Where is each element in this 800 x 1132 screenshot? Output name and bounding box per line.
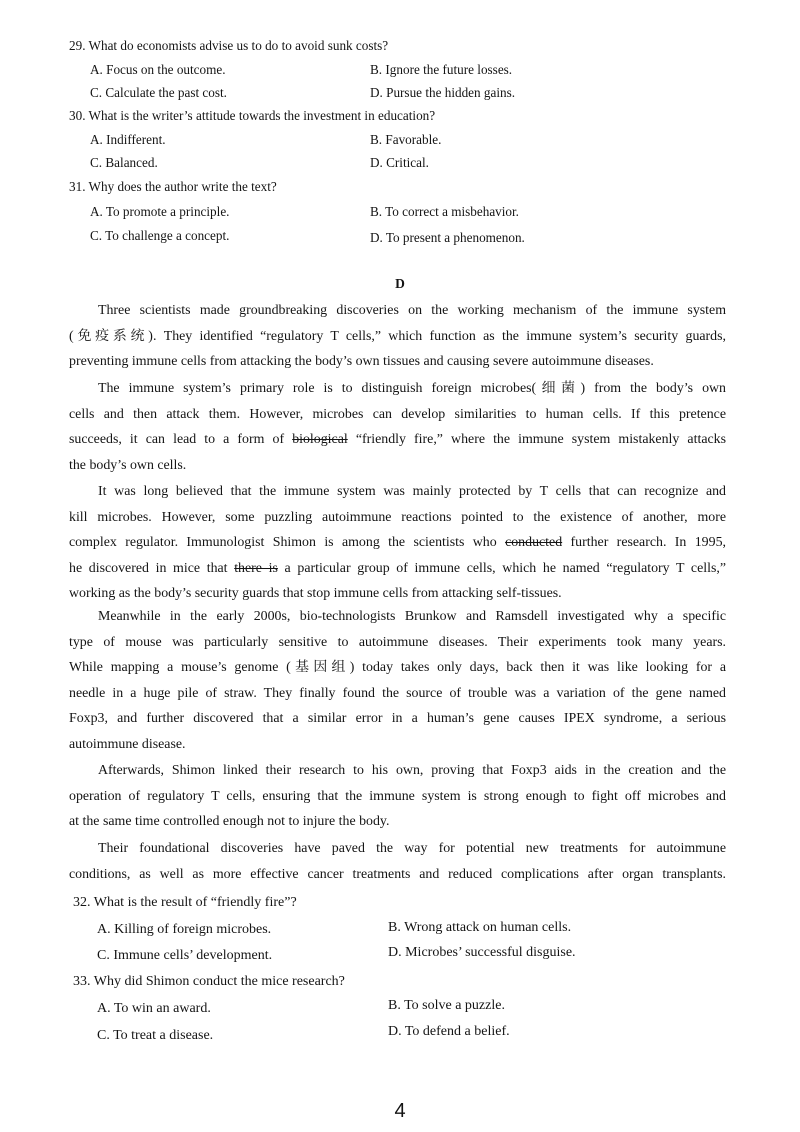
- passage-line: The immune system’s primary role is to distinguish foreign microbes(细菌) from the body’s own: [98, 381, 726, 396]
- line-text: succeeds, it can lead to a form of: [69, 432, 293, 447]
- question-29-option-d: D. Pursue the hidden gains.: [370, 85, 516, 100]
- question-32-option-d: D. Microbes’ successful disguise.: [388, 945, 576, 960]
- passage-line: at the same time controlled enough not to injure the body.: [69, 814, 390, 829]
- passage-line: (免疫系统). They identified “regulatory T cells,” which function as the immune system’s security guards,: [69, 328, 726, 344]
- passage-line: Foxp3, and further discovered that a similar error in a human’s gene causes IPEX syndrome, a serious: [69, 711, 726, 726]
- passage-line: autoimmune disease.: [69, 736, 186, 752]
- passage-paragraph-5: [69, 758, 726, 835]
- passage-paragraph-4: [69, 604, 726, 757]
- passage-line: conditions, as well as more effective cancer treatments and reduced complications after organ transplants.: [69, 866, 726, 882]
- passage-line: needle in a huge pile of straw. They finally found the source of trouble was a variation of the gene named: [69, 685, 726, 701]
- struck-word: there is: [234, 560, 278, 576]
- question-31-option-c: C. To challenge a concept.: [90, 228, 230, 243]
- question-29-stem: 29. What do economists advise us to do to avoid sunk costs?: [69, 38, 389, 53]
- question-32-stem: 32. What is the result of “friendly fire”?: [73, 895, 297, 910]
- question-29-option-b: B. Ignore the future losses.: [370, 62, 513, 77]
- passage-line: preventing immune cells from attacking the body’s own tissues and causing severe autoimmune diseases.: [69, 354, 654, 369]
- question-30-option-d: D. Critical.: [370, 155, 429, 170]
- passage-paragraph-6: [69, 836, 726, 887]
- question-33-option-b: B. To solve a puzzle.: [388, 998, 505, 1013]
- passage-paragraph-2: [69, 376, 726, 478]
- question-31-option-a: A. To promote a principle.: [90, 204, 230, 219]
- passage-line: Afterwards, Shimon linked their research to his own, proving that Foxp3 aids in the creation and the: [98, 763, 726, 778]
- passage-line: It was long believed that the immune system was mainly protected by T cells that can recognize and: [98, 484, 726, 499]
- struck-word: conducted: [505, 535, 563, 550]
- line-text: further research. In 1995,: [562, 535, 726, 550]
- question-32-option-b: B. Wrong attack on human cells.: [388, 920, 572, 935]
- line-text: “friendly fire,” where the immune system mistakenly attacks: [347, 432, 726, 447]
- section-title: D: [395, 276, 405, 291]
- passage-line: working as the body’s security guards that stop immune cells from attacking self-tissues.: [69, 586, 562, 601]
- passage-paragraph-3: [69, 479, 726, 607]
- passage-line: operation of regulatory T cells, ensuring that the immune system is strong enough to fight off microbes and: [69, 788, 726, 804]
- question-31-option-b: B. To correct a misbehavior.: [370, 204, 519, 219]
- page-number: 4: [394, 1100, 406, 1122]
- question-30-option-a: A. Indifferent.: [90, 132, 166, 147]
- passage-line: Meanwhile in the early 2000s, bio-technologists Brunkow and Ramsdell investigated why a specific: [98, 609, 726, 624]
- question-33-option-a: A. To win an award.: [97, 1001, 211, 1016]
- question-31-option-d: D. To present a phenomenon.: [370, 230, 525, 245]
- question-29-option-a: A. Focus on the outcome.: [90, 62, 226, 77]
- question-30-stem: 30. What is the writer’s attitude towards the investment in education?: [69, 108, 436, 123]
- passage-line: cells and then attack them. However, microbes can develop similarities to human cells. If this pretence: [69, 406, 726, 422]
- question-32-option-a: A. Killing of foreign microbes.: [97, 922, 272, 937]
- struck-word: biological: [292, 432, 348, 447]
- passage-line: the body’s own cells.: [69, 457, 187, 473]
- question-30-option-b: B. Favorable.: [370, 132, 442, 147]
- question-31-stem: 31. Why does the author write the text?: [69, 179, 277, 194]
- passage-line: kill microbes. However, some puzzling autoimmune reactions pointed to the existence of another, more: [69, 509, 726, 525]
- passage-line: [69, 556, 726, 582]
- question-30-option-c: C. Balanced.: [90, 155, 158, 170]
- passage-line: Their foundational discoveries have paved the way for potential new treatments for autoimmune: [98, 841, 726, 856]
- question-33-option-c: C. To treat a disease.: [97, 1028, 214, 1043]
- question-32-option-c: C. Immune cells’ development.: [97, 948, 273, 963]
- passage-paragraph-1: [69, 298, 726, 375]
- question-33-option-d: D. To defend a belief.: [388, 1024, 510, 1039]
- passage-line: type of mouse was particularly sensitive to autoimmune diseases. Their experiments took many years.: [69, 634, 726, 650]
- passage-line: Three scientists made groundbreaking discoveries on the working mechanism of the immune system: [98, 303, 726, 318]
- passage-line: [69, 427, 726, 453]
- passage-line: While mapping a mouse’s genome (基因组) today takes only days, back then it was like looking for a: [69, 660, 726, 675]
- line-text: a particular group of immune cells, which he named “regulatory T cells,”: [277, 560, 726, 576]
- question-29-option-c: C. Calculate the past cost.: [90, 85, 227, 100]
- line-text: complex regulator. Immunologist Shimon is among the scientists who: [69, 535, 506, 550]
- passage-line: [69, 530, 726, 556]
- line-text: he discovered in mice that: [69, 560, 235, 576]
- question-33-stem: 33. Why did Shimon conduct the mice research?: [73, 974, 345, 989]
